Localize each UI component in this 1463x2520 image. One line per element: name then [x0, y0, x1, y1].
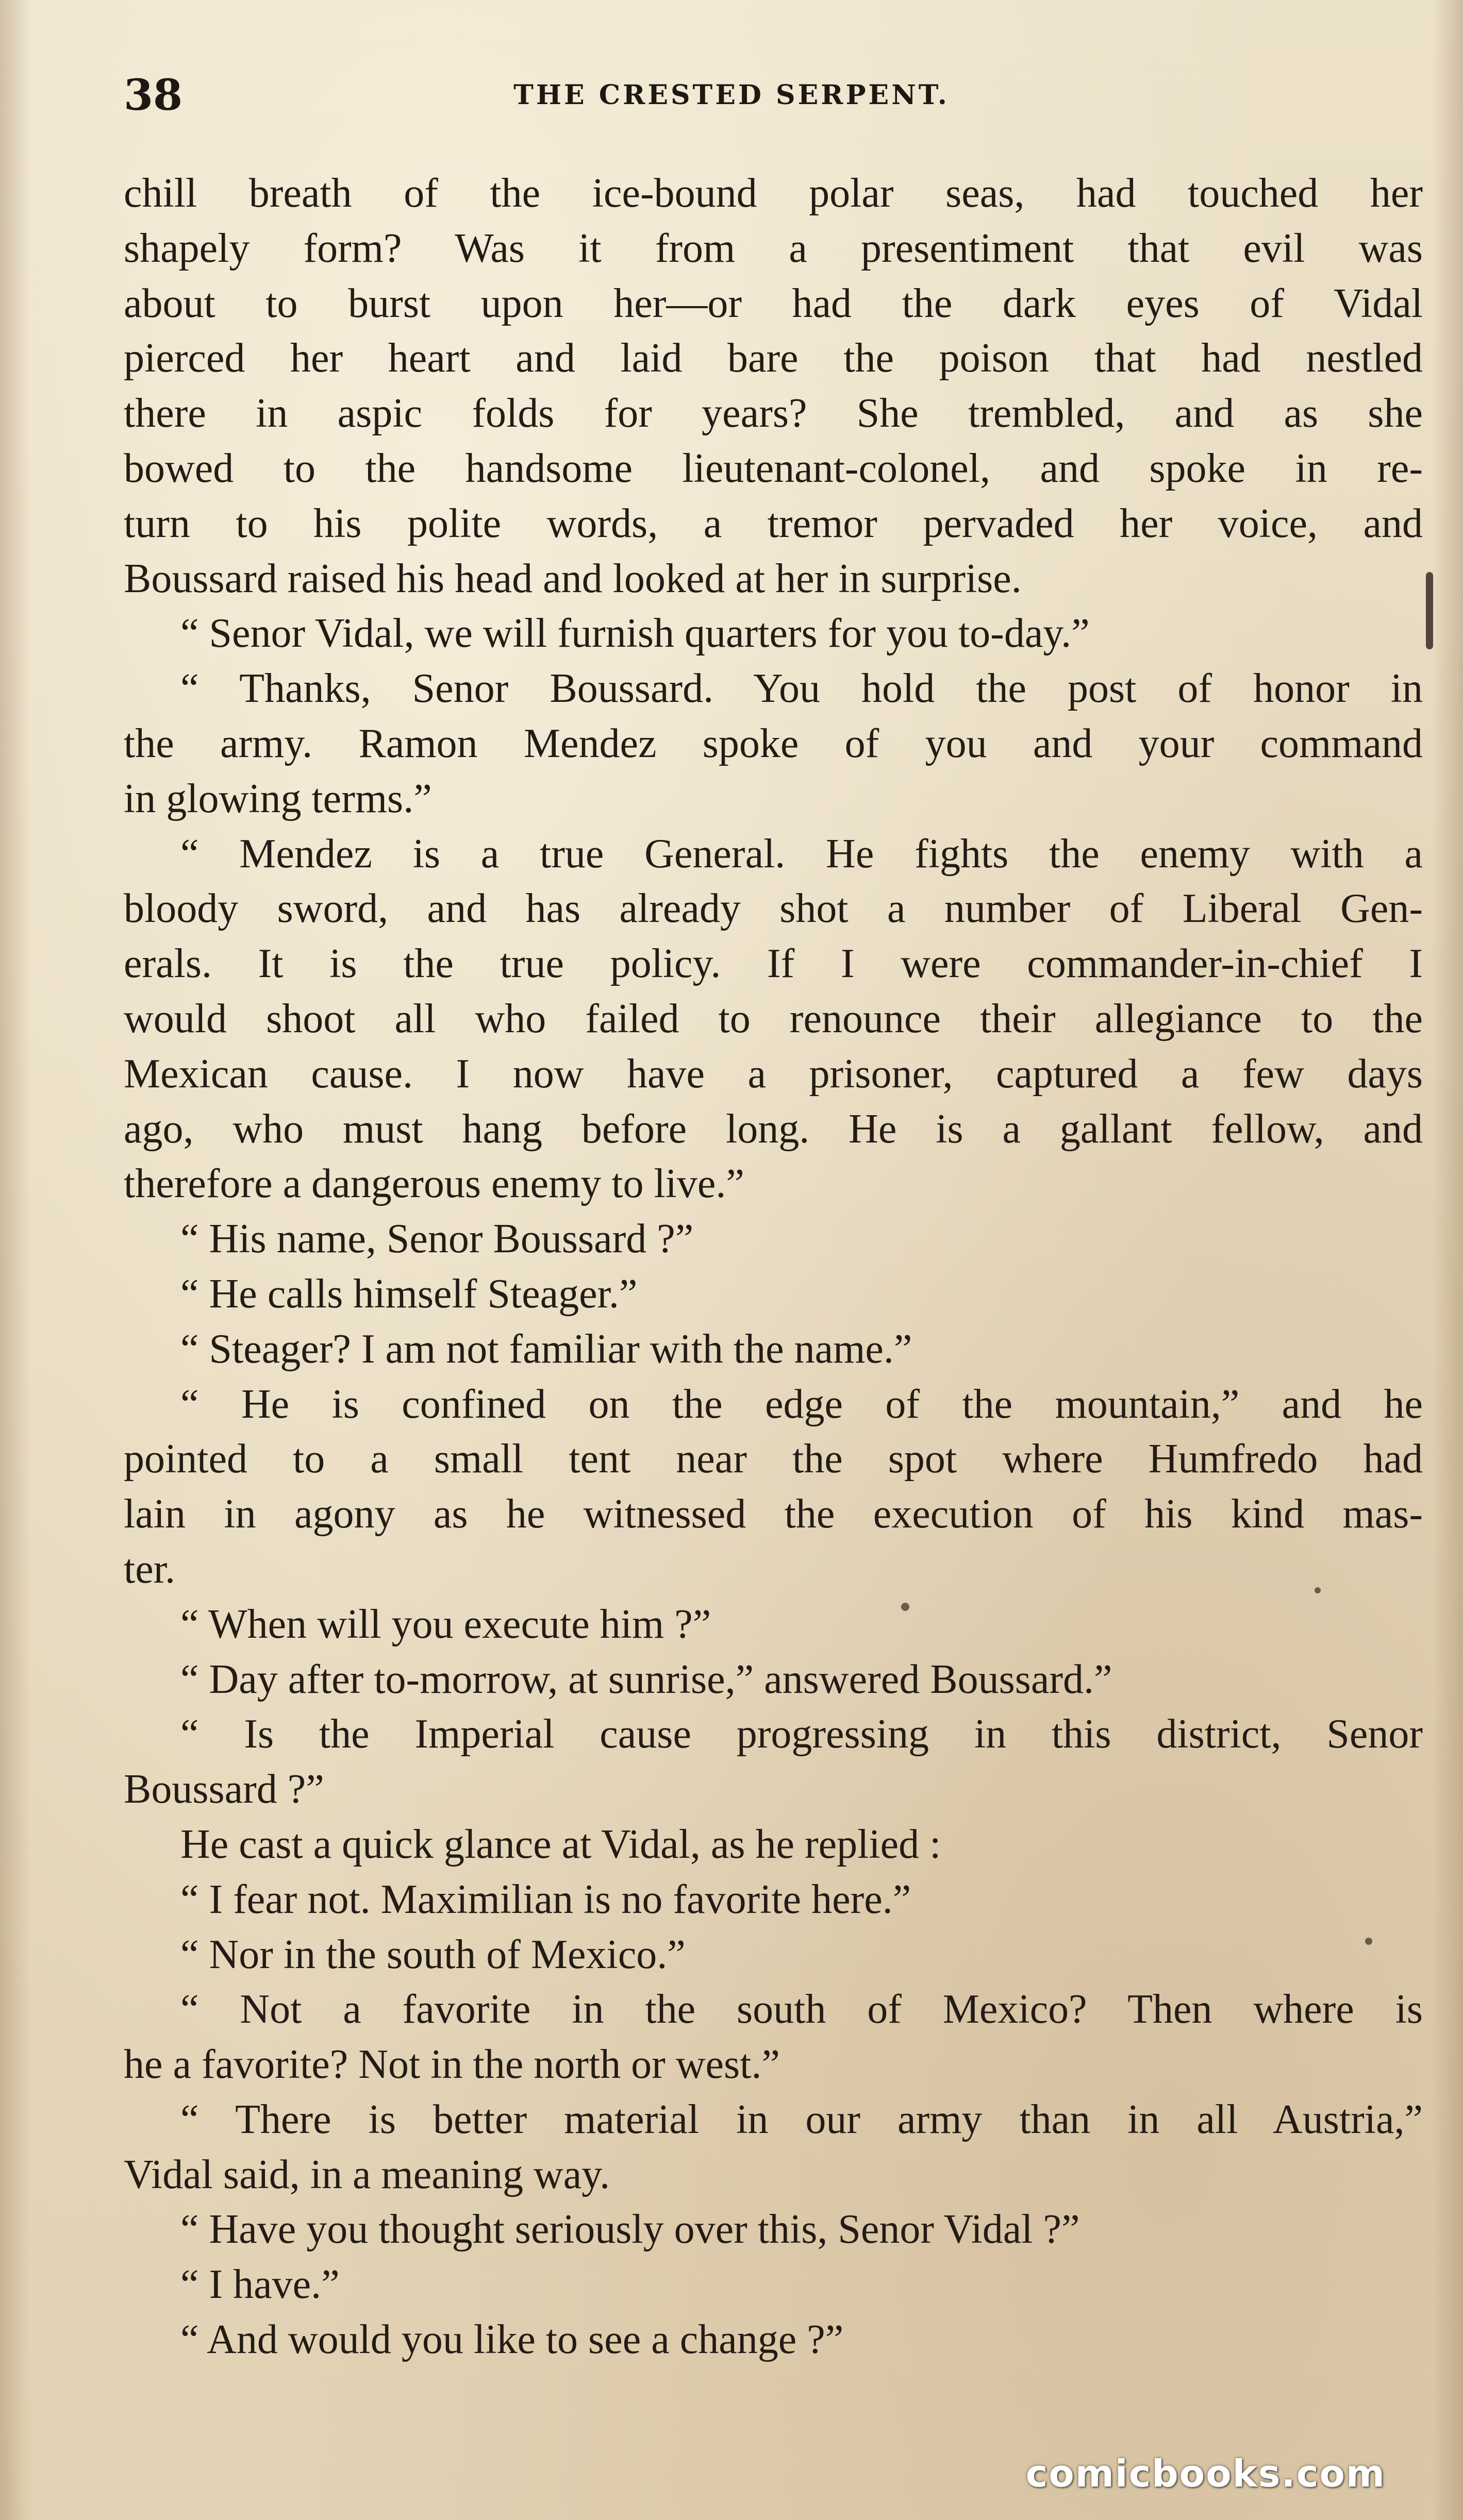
text-line: ago, who must hang before long. He is a gallant fellow, and [124, 1106, 1423, 1152]
running-head [124, 70, 1339, 121]
text-line: He cast a quick glance at Vidal, as he replied : [180, 1821, 941, 1867]
page-edge-shadow-left [0, 0, 31, 2520]
text-line: lain in agony as he witnessed the execution of his kind mas- [124, 1491, 1423, 1537]
text-line: Vidal said, in a meaning way. [124, 2152, 610, 2197]
page-edge-shadow-right [1432, 0, 1463, 2520]
text-line: “ Not a favorite in the south of Mexico? Then where is [180, 1987, 1423, 2032]
text-line: “ I have.” [180, 2262, 340, 2308]
book-title: THE CRESTED SERPENT. [513, 79, 950, 111]
text-line: erals. It is the true policy. If I were commander-in-chief I [124, 941, 1423, 987]
text-line: shapely form? Was it from a presentiment that evil was [124, 225, 1423, 271]
watermark: comicbooks.com [1025, 2452, 1386, 2495]
text-line: “ Is the Imperial cause progressing in this district, Senor [180, 1711, 1423, 1757]
text-line: Mexican cause. I now have a prisoner, captured a few days [124, 1051, 1423, 1097]
text-line: “ He calls himself Steager.” [180, 1271, 638, 1317]
text-line: there in aspic folds for years? She trembled, and as she [124, 391, 1423, 436]
text-line: “ His name, Senor Boussard ?” [180, 1216, 694, 1262]
body-text [124, 166, 1423, 2367]
text-line: he a favorite? Not in the north or west.” [124, 2042, 780, 2088]
text-line: “ Day after to-morrow, at sunrise,” answered Boussard.” [180, 1656, 1112, 1702]
text-line: “ When will you execute him ?” [180, 1601, 711, 1647]
text-line: “ Thanks, Senor Boussard. You hold the post of honor in [180, 666, 1423, 712]
text-line: the army. Ramon Mendez spoke of you and your command [124, 720, 1423, 766]
text-line: “ Have you thought seriously over this, Senor Vidal ?” [180, 2207, 1080, 2253]
text-line: ter. [124, 1546, 175, 1592]
text-line: in glowing terms.” [124, 776, 432, 821]
text-line: bloody sword, and has already shot a number of Liberal Gen- [124, 886, 1423, 932]
text-line: “ He is confined on the edge of the mountain,” and he [180, 1381, 1423, 1427]
text-line: pointed to a small tent near the spot where Humfredo had [124, 1436, 1423, 1482]
text-line: “ I fear not. Maximilian is no favorite here.” [180, 1876, 911, 1922]
text-line: “ Mendez is a true General. He fights the enemy with a [180, 831, 1423, 877]
text-line: turn to his polite words, a tremor pervaded her voice, and [124, 500, 1423, 546]
text-line: pierced her heart and laid bare the poison that had nestled [124, 335, 1423, 381]
text-line: chill breath of the ice-bound polar seas, had touched her [124, 171, 1423, 216]
text-line: Boussard ?” [124, 1767, 324, 1812]
text-line: “ There is better material in our army than in all Austria,” [180, 2096, 1423, 2142]
ink-speck [901, 1603, 909, 1611]
text-line: about to burst upon her—or had the dark eyes of Vidal [124, 280, 1423, 326]
text-line: therefore a dangerous enemy to live.” [124, 1161, 744, 1207]
text-line: bowed to the handsome lieutenant-colonel, and spoke in re- [124, 445, 1423, 491]
text-line: “ Senor Vidal, we will furnish quarters for you to-day.” [180, 611, 1090, 657]
text-line: “ Steager? I am not familiar with the name.” [180, 1326, 912, 1372]
margin-ink-mark [1426, 572, 1433, 649]
ink-speck [1315, 1587, 1321, 1593]
text-line: Boussard raised his head and looked at her in surprise. [124, 556, 1022, 601]
text-line: would shoot all who failed to renounce their allegiance to the [124, 996, 1423, 1041]
ink-speck [1365, 1938, 1372, 1945]
page-number: 38 [124, 71, 183, 120]
text-line: “ And would you like to see a change ?” [180, 2317, 844, 2363]
text-line: “ Nor in the south of Mexico.” [180, 1931, 686, 1977]
